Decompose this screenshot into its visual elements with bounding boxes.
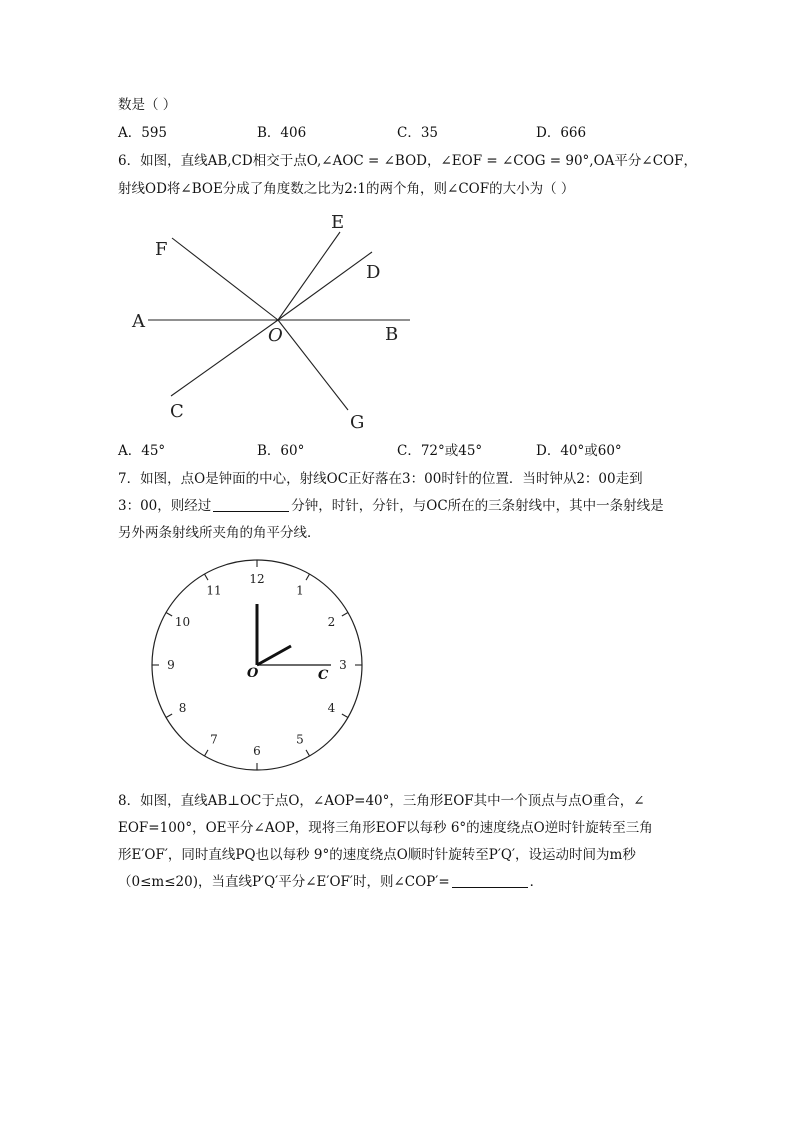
q8-text-line4: [118, 872, 543, 892]
q6-choice-a: A．45°: [118, 443, 166, 459]
clock-label-c: C: [318, 668, 329, 683]
clock-tick: [166, 714, 172, 718]
q7-text-line1: 7．如图，点O是钟面的中心，射线OC正好落在3：00时针的位置．当时钟从2：00走到: [118, 471, 643, 487]
clock-number-3: 3: [339, 658, 347, 672]
clock-tick: [342, 714, 348, 718]
q8-text-line2: EOF=100°，OE平分∠AOP，现将三角形EOF以每秒 6°的速度绕点O逆时针旋转至三角: [118, 820, 653, 836]
label-e: E: [331, 212, 345, 233]
q7-answer-blank[interactable]: [213, 497, 289, 512]
clock-number-5: 5: [296, 732, 304, 747]
q7-clock-figure: [140, 548, 376, 784]
clock-tick: [205, 574, 209, 580]
clock-number-1: 1: [296, 583, 304, 598]
clock-tick: [166, 613, 172, 617]
q8-text-line3: 形E′OF′，同时直线PQ也以每秒 9°的速度绕点O顺时针旋转至P′Q′，设运动时间为m秒: [118, 847, 636, 863]
q5-choice-d: D．666: [536, 125, 587, 141]
clock-number-7: 7: [210, 732, 218, 747]
label-b: B: [385, 324, 399, 345]
label-a: A: [132, 311, 145, 332]
hour-hand: [257, 646, 291, 665]
clock-tick: [306, 574, 310, 580]
clock-number-12: 12: [249, 572, 265, 586]
label-g: G: [350, 412, 365, 433]
q6-choice-d: D．40°或60°: [536, 443, 622, 459]
clock-number-10: 10: [174, 615, 191, 629]
q7-text-line2-end: 分钟，时针，分针，与OC所在的三条射线中，其中一条射线是: [291, 498, 664, 514]
q5-choice-c: C．35: [397, 125, 439, 141]
ray-od: [278, 252, 372, 320]
q8-text-line4-start: （0≤m≤20)，当直线P′Q′平分∠E′OF′时，则∠COP′=: [118, 874, 450, 890]
q6-text-line2: 射线OD将∠BOE分成了角度数之比为2:1的两个角，则∠COF的大小为（ ）: [118, 181, 575, 197]
q8-text-line4-end: ．: [529, 874, 544, 890]
ray-oc: [171, 320, 278, 396]
q7-text-line2-start: 3：00，则经过: [118, 498, 212, 514]
q8-answer-blank[interactable]: [452, 873, 528, 888]
ray-oe: [278, 232, 340, 320]
q5-choice-b: B．406: [257, 125, 307, 141]
q5-choice-a: A．595: [118, 125, 168, 141]
clock-number-2: 2: [327, 615, 336, 629]
clock-number-6: 6: [253, 744, 261, 758]
q6-angle-figure: [118, 205, 438, 437]
q6-choice-c: C．72°或45°: [397, 443, 483, 459]
label-c: C: [170, 401, 184, 422]
label-o: O: [268, 325, 283, 346]
q5-tail: 数是（ ）: [118, 97, 177, 113]
label-d: D: [366, 262, 381, 283]
clock-number-4: 4: [327, 701, 336, 715]
q6-text-line1: 6．如图，直线AB,CD相交于点O,∠AOC = ∠BOD，∠EOF = ∠COG = 90°,OA平分∠COF，: [118, 153, 697, 169]
q7-text-line3: 另外两条射线所夹角的角平分线．: [118, 525, 321, 541]
clock-label-o: O: [247, 666, 259, 681]
clock-number-11: 11: [206, 583, 222, 598]
clock-tick: [342, 613, 348, 617]
ray-of: [172, 238, 278, 320]
q8-text-line1: 8．如图，直线AB⊥OC于点O，∠AOP=40°，三角形EOF其中一个顶点与点O重合，∠: [118, 793, 645, 809]
clock-tick: [306, 750, 310, 756]
label-f: F: [155, 239, 168, 260]
clock-tick: [205, 750, 209, 756]
ray-og: [278, 320, 348, 410]
clock-number-9: 9: [167, 658, 175, 672]
q7-text-line2: [118, 496, 664, 516]
clock-number-8: 8: [178, 701, 187, 715]
q6-choice-b: B．60°: [257, 443, 305, 459]
